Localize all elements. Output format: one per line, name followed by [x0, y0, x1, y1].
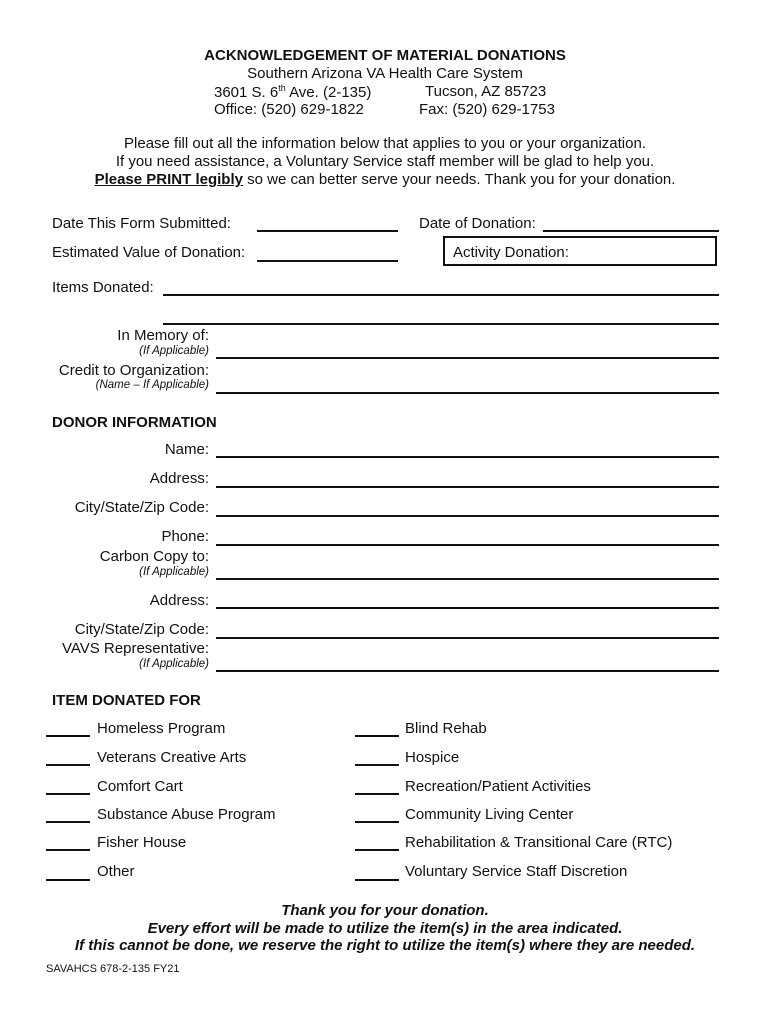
items-donated-label: Items Donated: — [52, 279, 154, 296]
items-donated-field[interactable] — [163, 294, 719, 296]
footer-effort: Every effort will be made to utilize the item(s) in the area indicated. — [147, 920, 623, 937]
street-address-part: Ave. (2-135) — [285, 84, 372, 101]
credit-org-label: Credit to Organization: — [58, 362, 209, 379]
option-label: Veterans Creative Arts — [97, 749, 247, 766]
in-memory-note: (If Applicable) — [139, 345, 209, 357]
option-label: Homeless Program — [97, 720, 226, 737]
street-address-sup: th — [278, 83, 286, 93]
option-label: Hospice — [405, 749, 460, 766]
checkbox-line[interactable] — [46, 735, 90, 737]
items-donated-field-2[interactable] — [163, 323, 719, 325]
vavs-note: (If Applicable) — [139, 658, 209, 670]
carbon-copy-field[interactable] — [216, 578, 719, 580]
intro-line-1: Please fill out all the information below that applies to you or your organization. — [124, 135, 646, 152]
activity-donation-label: Activity Donation: — [453, 244, 569, 261]
option-label: Community Living Center — [405, 806, 574, 823]
cc-address-label: Address: — [149, 592, 209, 609]
checkbox-line[interactable] — [46, 764, 90, 766]
print-legibly: Please PRINT legibly — [94, 171, 243, 188]
checkbox-line[interactable] — [355, 735, 399, 737]
intro-line-2: If you need assistance, a Voluntary Service staff member will be glad to help you. — [115, 153, 655, 170]
item-donated-heading: ITEM DONATED FOR — [52, 692, 201, 709]
vavs-label: VAVS Representative: — [61, 640, 209, 657]
option-label: Voluntary Service Staff Discretion — [405, 863, 628, 880]
donor-city-field[interactable] — [216, 515, 719, 517]
option-label: Substance Abuse Program — [97, 806, 276, 823]
street-address — [214, 83, 371, 101]
date-submitted-label: Date This Form Submitted: — [52, 215, 231, 232]
street-address-part: 3601 S. 6 — [214, 84, 279, 101]
footer-reserve: If this cannot be done, we reserve the right to utilize the item(s) where they are needed. — [74, 937, 696, 954]
donor-name-field[interactable] — [216, 456, 719, 458]
intro-line-3 — [0, 171, 770, 188]
checkbox-line[interactable] — [355, 879, 399, 881]
estimated-value-field[interactable] — [257, 260, 398, 262]
fax-number: Fax: (520) 629-1753 — [419, 101, 555, 118]
checkbox-line[interactable] — [46, 879, 90, 881]
city-address: Tucson, AZ 85723 — [425, 83, 547, 100]
date-submitted-field[interactable] — [257, 230, 398, 232]
donor-name-label: Name: — [164, 441, 209, 458]
option-label: Comfort Cart — [97, 778, 183, 795]
intro-line-3-rest: so we can better serve your needs. Thank you for your donation. — [242, 171, 676, 188]
form-title: ACKNOWLEDGEMENT OF MATERIAL DONATIONS — [204, 47, 566, 64]
vavs-field[interactable] — [216, 670, 719, 672]
cc-city-label: City/State/Zip Code: — [74, 621, 209, 638]
date-of-donation-label: Date of Donation: — [419, 215, 536, 232]
checkbox-line[interactable] — [355, 821, 399, 823]
option-label: Fisher House — [97, 834, 187, 851]
checkbox-line[interactable] — [355, 849, 399, 851]
in-memory-field[interactable] — [216, 357, 719, 359]
option-label: Blind Rehab — [405, 720, 487, 737]
checkbox-line[interactable] — [355, 764, 399, 766]
option-label: Recreation/Patient Activities — [405, 778, 591, 795]
credit-org-field[interactable] — [216, 392, 719, 394]
donor-address-field[interactable] — [216, 486, 719, 488]
form-id: SAVAHCS 678-2-135 FY21 — [46, 963, 180, 975]
cc-city-field[interactable] — [216, 637, 719, 639]
checkbox-line[interactable] — [46, 821, 90, 823]
cc-address-field[interactable] — [216, 607, 719, 609]
carbon-copy-note: (If Applicable) — [139, 566, 209, 578]
checkbox-line[interactable] — [46, 849, 90, 851]
donor-heading: DONOR INFORMATION — [52, 414, 217, 431]
carbon-copy-label: Carbon Copy to: — [99, 548, 209, 565]
estimated-value-label: Estimated Value of Donation: — [52, 244, 246, 261]
checkbox-line[interactable] — [355, 793, 399, 795]
option-label: Other — [97, 863, 135, 880]
org-name: Southern Arizona VA Health Care System — [247, 65, 523, 82]
donor-phone-field[interactable] — [216, 544, 719, 546]
office-phone: Office: (520) 629-1822 — [214, 101, 364, 118]
donor-address-label: Address: — [149, 470, 209, 487]
checkbox-line[interactable] — [46, 793, 90, 795]
donor-phone-label: Phone: — [161, 528, 209, 545]
option-label: Rehabilitation & Transitional Care (RTC) — [405, 834, 673, 851]
footer-thanks: Thank you for your donation. — [281, 902, 489, 919]
credit-org-note: (Name – If Applicable) — [95, 379, 209, 391]
in-memory-label: In Memory of: — [117, 327, 209, 344]
donor-city-label: City/State/Zip Code: — [74, 499, 209, 516]
date-of-donation-field[interactable] — [543, 230, 719, 232]
